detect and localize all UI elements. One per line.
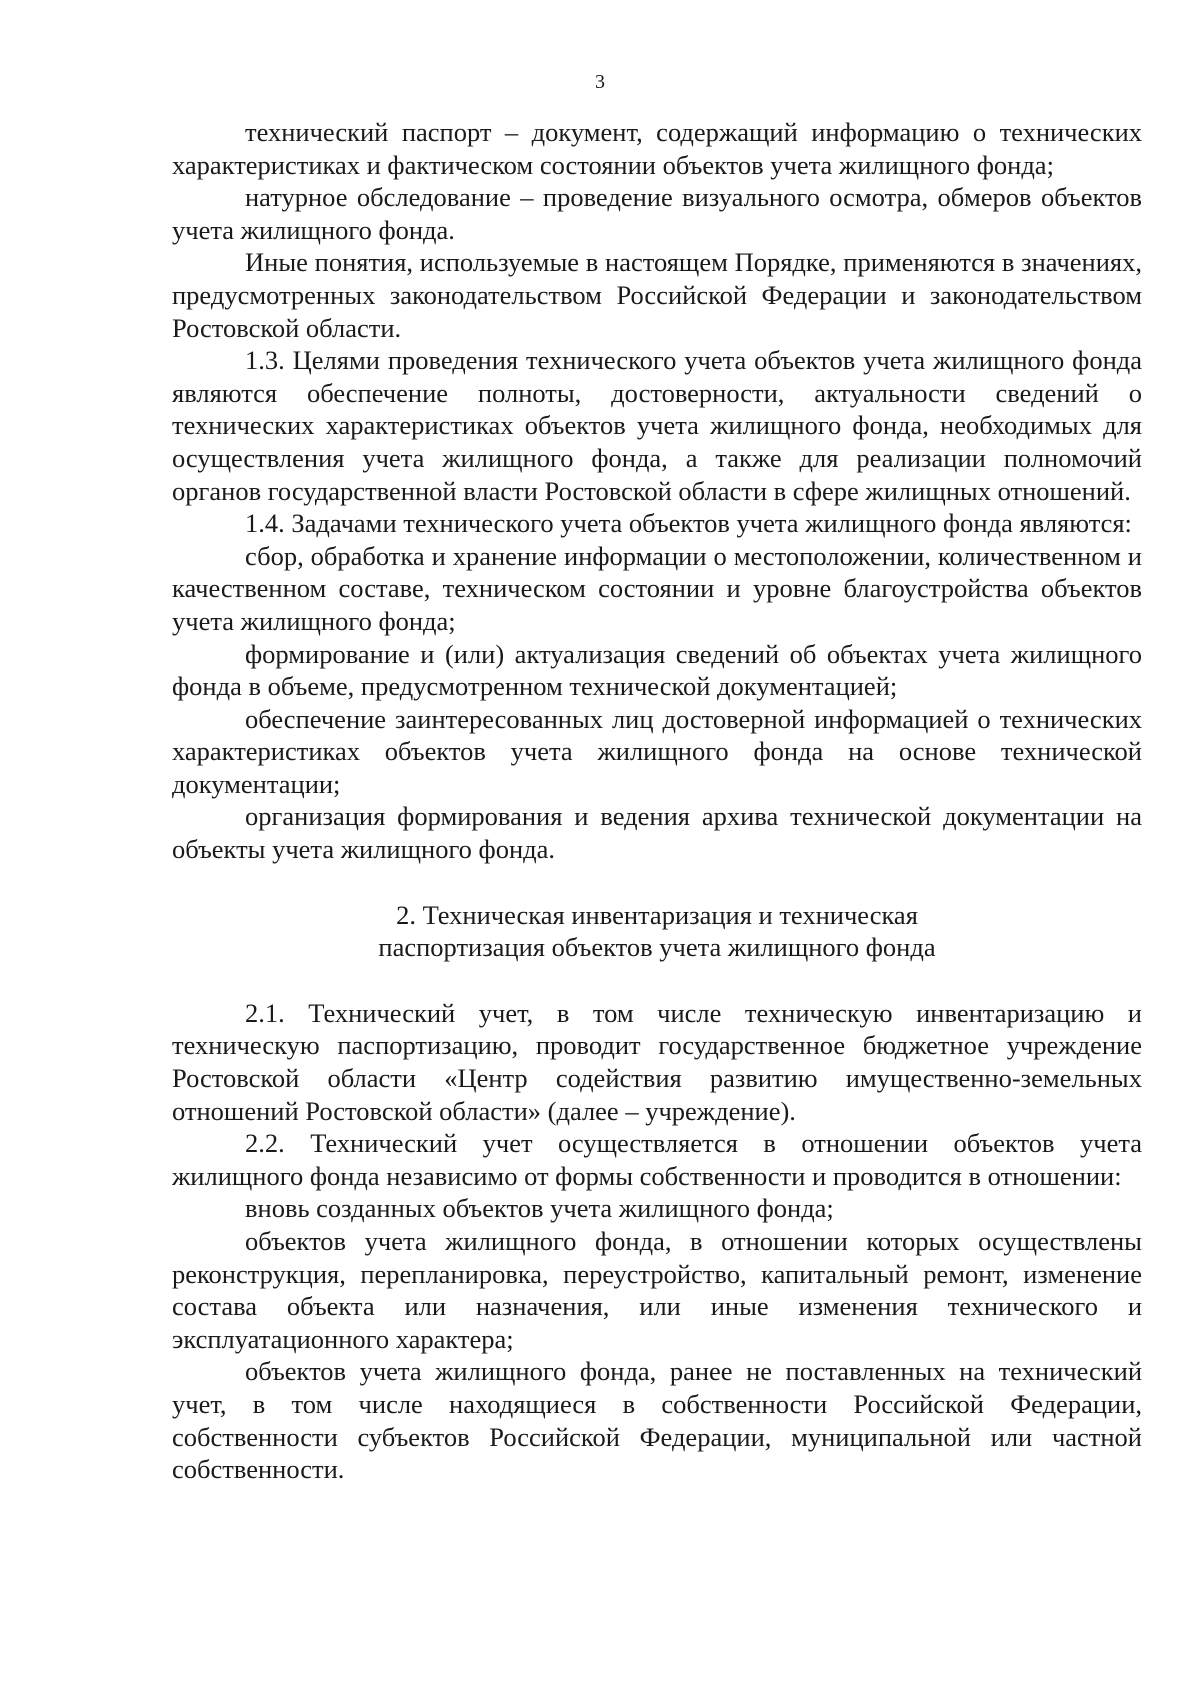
paragraph: Иные понятия, используемые в настоящем Порядке, применяются в значениях, предусмотренных законодательством Российской Федерации и законодательством Ростовской области. [172,247,1142,343]
section-heading-line: 2. Техническая инвентаризация и техническая [396,899,918,930]
paragraph: обеспечение заинтересованных лиц достоверной информацией о технических характеристиках объектов учета жилищного фонда на основе технической документации; [172,703,1142,799]
paragraph: объектов учета жилищного фонда, в отношении которых осуществлены реконструкция, перепланировка, переустройство, капитальный ремонт, изменение состава объекта или назначения, или иные изменения технического и эксплуатационного характера; [172,1226,1142,1354]
paragraph: 2.1. Технический учет, в том числе техническую инвентаризацию и техническую паспортизацию, проводит государственное бюджетное учреждение Ростовской области «Центр содействия развитию имущественно-земельных отношений Ростовской области» (далее – учреждение). [172,997,1142,1126]
paragraph: 2.2. Технический учет осуществляется в отношении объектов учета жилищного фонда независимо от формы собственности и проводится в отношении: [172,1128,1142,1191]
page-number: 3 [595,71,605,93]
paragraph: технический паспорт – документ, содержащий информацию о технических характеристиках и фактическом состоянии объектов учета жилищного фонда; [172,117,1142,180]
section-heading [172,899,1142,964]
paragraph: 1.3. Целями проведения технического учета объектов учета жилищного фонда являются обеспечение полноты, достоверности, актуальности сведений о технических характеристиках объектов учета жилищного фонда, необходимых для осуществления учета жилищного фонда, а также для реализации полномочий органов государственной власти Ростовской области в сфере жилищных отношений. [172,345,1142,506]
paragraph: объектов учета жилищного фонда, ранее не поставленных на технический учет, в том числе находящиеся в собственности Российской Федерации, собственности субъектов Российской Федерации, муниципальной или частной собственности. [172,1356,1142,1485]
paragraph: сбор, обработка и хранение информации о местоположении, количественном и качественном составе, техническом состоянии и уровне благоустройства объектов учета жилищного фонда; [172,540,1142,636]
paragraph: натурное обследование – проведение визуального осмотра, обмеров объектов учета жилищного фонда. [172,182,1142,245]
paragraph: 1.4. Задачами технического учета объектов учета жилищного фонда являются: [245,508,1132,539]
document-body [172,116,1142,1486]
section-heading-line: паспортизация объектов учета жилищного фонда [378,932,936,963]
paragraph: организация формирования и ведения архива технической документации на объекты учета жилищного фонда. [172,801,1142,865]
paragraph: формирование и (или) актуализация сведений об объектах учета жилищного фонда в объеме, предусмотренном технической документацией; [172,638,1142,702]
paragraph: вновь созданных объектов учета жилищного фонда; [245,1193,834,1224]
